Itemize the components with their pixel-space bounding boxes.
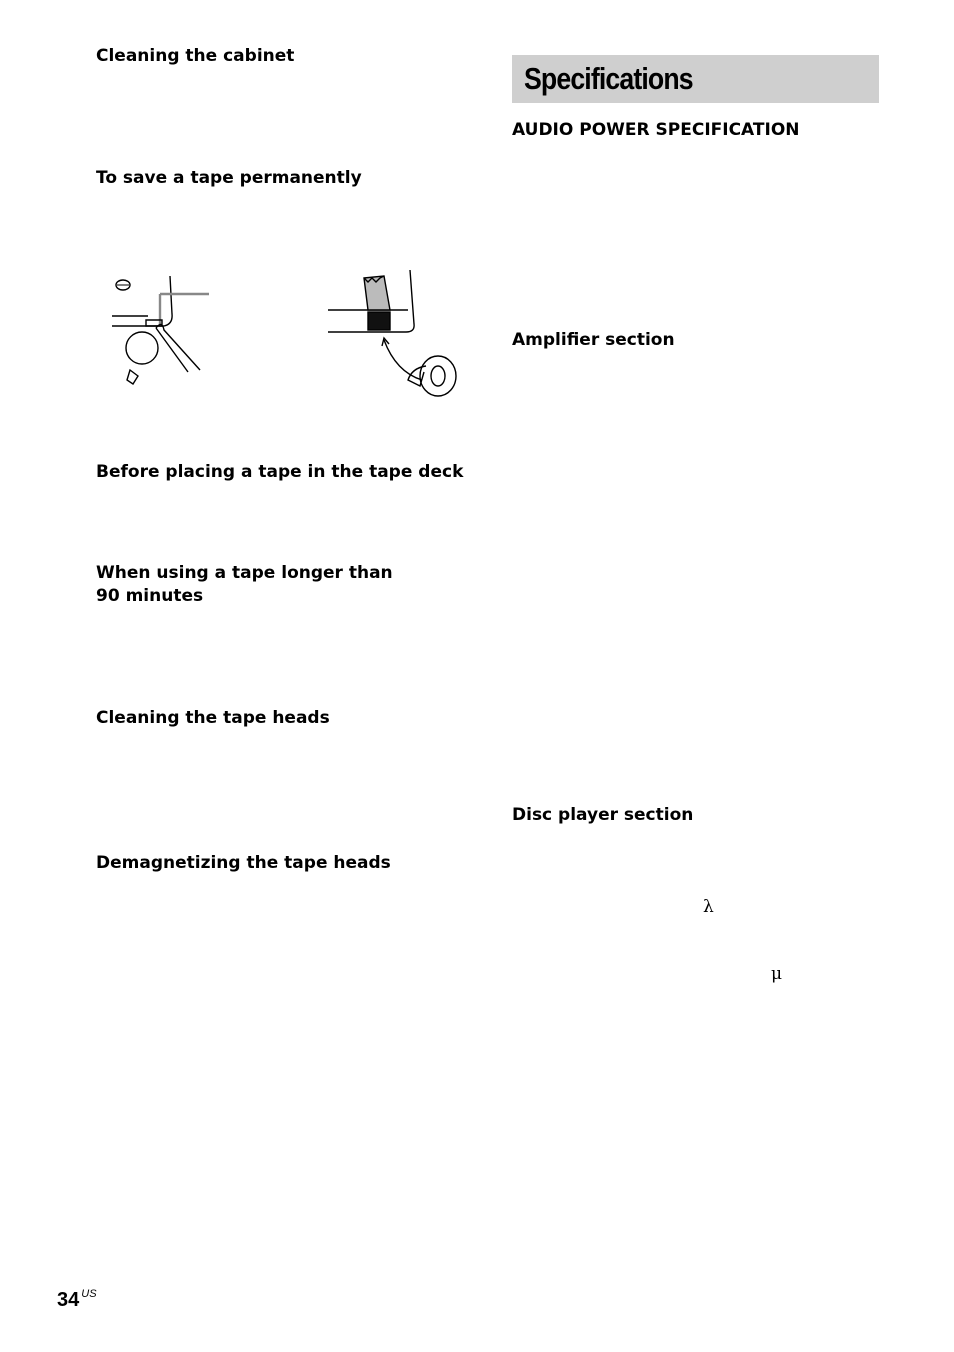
- mu-symbol: μ: [771, 964, 783, 984]
- heading-longer-90-line1: When using a tape longer than: [96, 563, 393, 583]
- tape-tab-break-illustration: [100, 262, 220, 397]
- heading-before-placing: Before placing a tape in the tape deck: [96, 462, 464, 482]
- heading-amplifier: Amplifier section: [512, 330, 675, 350]
- specifications-title-bar: [512, 55, 879, 103]
- heading-save-tape: To save a tape permanently: [96, 168, 362, 188]
- page-number-suffix: US: [81, 1288, 97, 1300]
- page-title: Specifications: [524, 61, 693, 96]
- heading-demagnetizing: Demagnetizing the tape heads: [96, 853, 391, 873]
- page-number-value: 34: [57, 1289, 80, 1311]
- tape-cover-illustration: [326, 268, 466, 403]
- heading-cleaning-heads: Cleaning the tape heads: [96, 708, 330, 728]
- lambda-symbol: λ: [703, 897, 714, 917]
- heading-disc-player: Disc player section: [512, 805, 694, 825]
- heading-cleaning-cabinet: Cleaning the cabinet: [96, 46, 295, 66]
- heading-audio-power: AUDIO POWER SPECIFICATION: [512, 120, 800, 140]
- page-number: [57, 1281, 97, 1313]
- heading-longer-90-line2: 90 minutes: [96, 586, 204, 606]
